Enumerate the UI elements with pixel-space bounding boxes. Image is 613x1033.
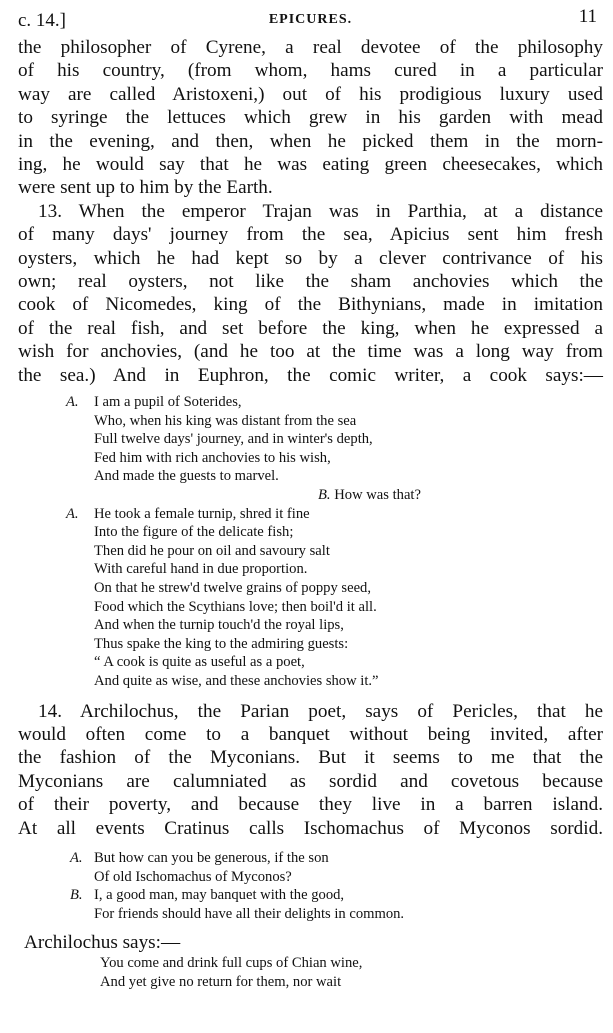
speaker-label: B. — [318, 487, 331, 504]
text-line: 13. When the emperor Trajan was in Parthia, at a distance — [38, 200, 603, 222]
verse-line: On that he strew'd twelve grains of poppy seed, — [94, 580, 372, 597]
verse-line: B. How was that? — [318, 487, 421, 504]
verse-line: A. But how can you be generous, if the son — [18, 849, 603, 868]
text-line: wish for anchovies, (and he too at the time was a long way from — [18, 341, 603, 363]
text-line: were sent up to him by the Earth. — [18, 177, 273, 199]
running-title: EPICURES. — [268, 12, 353, 27]
text-line: At all events Cratinus calls Ischomachus of Myconos sordid. — [18, 817, 603, 839]
verse-line: Then did he pour on oil and savoury salt — [94, 542, 330, 559]
paragraph-continued — [18, 36, 603, 200]
speaker-label: A. — [66, 505, 79, 522]
verse-block-euphron — [18, 393, 603, 691]
speaker-label: B. — [70, 887, 83, 904]
verse-line: And made the guests to marvel. — [94, 468, 279, 485]
text-line: ing, he would say that he was eating green cheesecakes, which — [18, 154, 603, 176]
verse-line: Food which the Scythians love; then boil'd it all. — [94, 598, 377, 615]
verse-line: Full twelve days' journey, and in winter's depth, — [94, 431, 373, 448]
verse-line: You come and drink full cups of Chian wine, — [100, 955, 363, 972]
verse-line: For friends should have all their delights in common. — [94, 905, 405, 922]
verse-line: B. I, a good man, may banquet with the good, — [18, 886, 603, 905]
text-line: oysters, which he had kept so by a clever contrivance of his — [18, 247, 603, 269]
text-line: in the evening, and then, when he picked them in the morn- — [18, 130, 603, 152]
speaker-label: A. — [66, 394, 79, 411]
page-number: 11 — [578, 6, 597, 27]
text-line: cook of Nicomedes, king of the Bithynians, made in imitation — [18, 294, 603, 316]
text-line: of their poverty, and because they live in a barren island. — [18, 794, 603, 816]
verse-line: And when the turnip touch'd the royal lips, — [94, 617, 344, 634]
text-line: 14. Archilochus, the Parian poet, says of Pericles, that he — [38, 700, 603, 722]
text-line: to syringe the lettuces which grew in his garden with mead — [18, 107, 603, 129]
verse-line: “ A cook is quite as useful as a poet, — [94, 654, 305, 671]
text-line: of his country, (from whom, hams cured in a particular — [18, 60, 603, 82]
text-line: the sea.) And in Euphron, the comic writer, a cook says:— — [18, 364, 603, 386]
text-line: the fashion of the Myconians. But it seems to me that the — [18, 747, 603, 769]
quotation-intro: Archilochus says:— — [24, 932, 181, 954]
verse-line: Thus spake the king to the admiring guests: — [94, 635, 349, 652]
text-line: of many days' journey from the sea, Apicius sent him fresh — [18, 224, 603, 246]
text-line: the philosopher of Cyrene, a real devotee of the philosophy — [18, 37, 603, 58]
verse-block-archilochus — [18, 954, 603, 991]
paragraph-14 — [18, 700, 603, 840]
verse-block-cratinus — [18, 849, 603, 923]
verse-line: With careful hand in due proportion. — [94, 561, 308, 578]
text-line: Myconians are calumniated as sordid and covetous because — [18, 770, 603, 792]
verse-line: And yet give no return for them, nor wait — [100, 974, 342, 990]
text-line: own; real oysters, not like the sham anchovies which the — [18, 271, 603, 293]
text-line: of the real fish, and set before the king, when he expressed a — [18, 317, 603, 339]
verse-line: A. He took a female turnip, shred it fine — [18, 505, 603, 524]
speaker-label: A. — [70, 850, 83, 867]
paragraph-13 — [18, 200, 603, 387]
verse-line: Of old Ischomachus of Myconos? — [94, 868, 292, 885]
verse-line: Who, when his king was distant from the sea — [94, 412, 357, 429]
chapter-marker: c. 14.] — [18, 10, 67, 31]
verse-line: A. I am a pupil of Soterides, — [18, 393, 603, 412]
text-line: way are called Aristoxeni,) out of his prodigious luxury used — [18, 83, 603, 105]
verse-line: Fed him with rich anchovies to his wish, — [94, 449, 331, 466]
verse-line: Into the figure of the delicate fish; — [94, 524, 294, 541]
running-header — [18, 2, 603, 36]
text-line: would often come to a banquet without being invited, after — [18, 724, 603, 745]
verse-line: And quite as wise, and these anchovies show it.” — [94, 673, 379, 689]
